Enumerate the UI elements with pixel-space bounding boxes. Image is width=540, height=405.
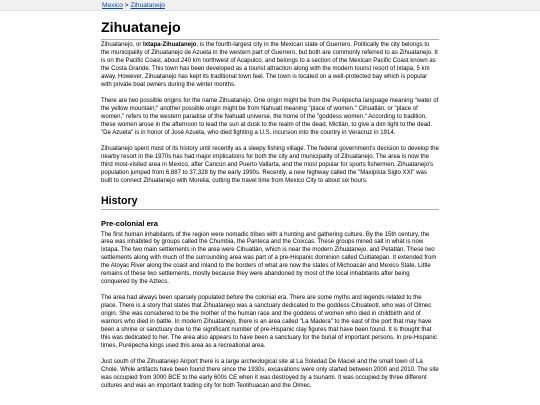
intro-paragraph-2: There are two possible origins for the name Zihuatanejo. One origin might be from the Purépecha language meaning "water of the yellow mountain;" another possible origin might be from Nahuatl meaning "place of women." Cihuatlán, or "place of women," refers to the western paradise of the Nahuatl universe, the home of the "goddess women." According to tradition, these women arose in the afternoon to lead the sun at dusk to the realm of the dead, Mictlán, to give a dim light to the dead. "De Azueta" is in honor of José Azueta, who died fighting a U.S. incursion into the country in Veracruz in 1914. bbox=[101, 97, 439, 136]
breadcrumb-separator: > bbox=[124, 2, 129, 9]
pre-colonial-heading: Pre-colonial era bbox=[101, 218, 158, 228]
article-content bbox=[101, 13, 439, 399]
breadcrumb-link-mexico[interactable]: Mexico bbox=[102, 2, 123, 9]
intro-p1-rest: , is the fourth-largest city in the Mexican state of Guerrero. Politically the city belongs to the municipality of Zihuatanejo de Azueta in the western part of Guerrero, but both are commonly referred to as Zihuatanejo. It is on the Pacific Coast, about 240 km northwest of Acapulco, and belongs to a section of the Mexican Pacific Coast known as the Costa Grande. This town has been developed as a tourist attraction along with the modern tourist resort of Ixtapa, 5 km away. However, Zihuatanejo has kept its traditional town feel. The town is located on a well-protected bay which is popular with private boat owners during the winter months. bbox=[101, 42, 438, 88]
breadcrumb-link-current[interactable]: Zihuatanejo bbox=[130, 2, 165, 9]
history-paragraph-3: Just south of the Zihuatanejo Airport there is a large archeological site at La Soledad De Maciel and the small town of La Chole. While artifacts have been found there since the 1930s, excavations were only started between 2000 and 2010. The site was occupied from 3000 BCE to the early 600s CE when it was destroyed by a tsunami. It was occupied by three different cultures and was an important trading city for both Teotihuacan and the Olmec. bbox=[101, 359, 439, 389]
intro-p1-bold: Ixtapa-Zihuatanejo bbox=[143, 42, 197, 48]
intro-paragraph-1 bbox=[101, 42, 439, 89]
history-paragraph-2: The area had always been sparsely populated before the colonial era. There are some myths and legends related to the place. There is a story that states that Zihuatanejo was a sanctuary dedicated to the goddess Cihuateotl, who was of Olmec origin. She was considered to be the mother of the human race and the goddess of women who died in childbirth and of warriors who died in battle. In modern Zihuatanejo, there is an area called "La Madera" to the east of the port that may have been a shrine or sanctuary due to the significant number of pre-Hispanic clay figures that have been found. It is thought that this was dedicated to her. The area also appears to have been a sanctuary for the burial of important persons. In pre-Hispanic times, Purépecha kings used this area as a recreational area. bbox=[101, 295, 438, 349]
history-paragraph-1: The first human inhabitants of the region were nomadic tribes with a hunting and gathering culture. By the 15th century, the area was inhabited by groups called the Chumbia, the Panteca and the Coixcas. These groups mined salt in what is now Ixtapa. The two main settlements in the area were Cihuatlán, which is near the modern Zihuatanejo, and Petatlán. These two settlements along with much of the surrounding area was part of a pre-Hispanic dominion called Cuitlatepan. It extended from the Atoyac River along the coast and inland to the borders of what are now the states of Michoacán and Mexico State. Little remains of these two settlements, mostly because they were abandoned by most of the local inhabitants after being conquered by the Aztecs. bbox=[101, 231, 437, 285]
breadcrumb bbox=[0, 0, 540, 11]
intro-paragraph-3: Zihuatanejo spent most of its history until recently as a sleepy fishing village. The federal government's decision to develop the nearby resort in the 1970s has had major implications for both the city and municipality of Zihuatanejo. The area is now the third most-visited area in Mexico, after Cancún and Puerto Vallarta, and the most popular for sports fishermen. Zihuatanejo's population jumped from 6,887 to 37,328 by the early 1990s. Recently, a new highway called the "Maxipista Siglo XXI" was built to connect Zihuatanejo with Morelia, cutting the travel time from Mexico City to about six hours. bbox=[101, 145, 439, 184]
intro-p1-start: Zihuatanejo, or bbox=[101, 42, 144, 48]
page-title: Zihuatanejo bbox=[101, 20, 439, 40]
history-heading: History bbox=[101, 195, 439, 210]
